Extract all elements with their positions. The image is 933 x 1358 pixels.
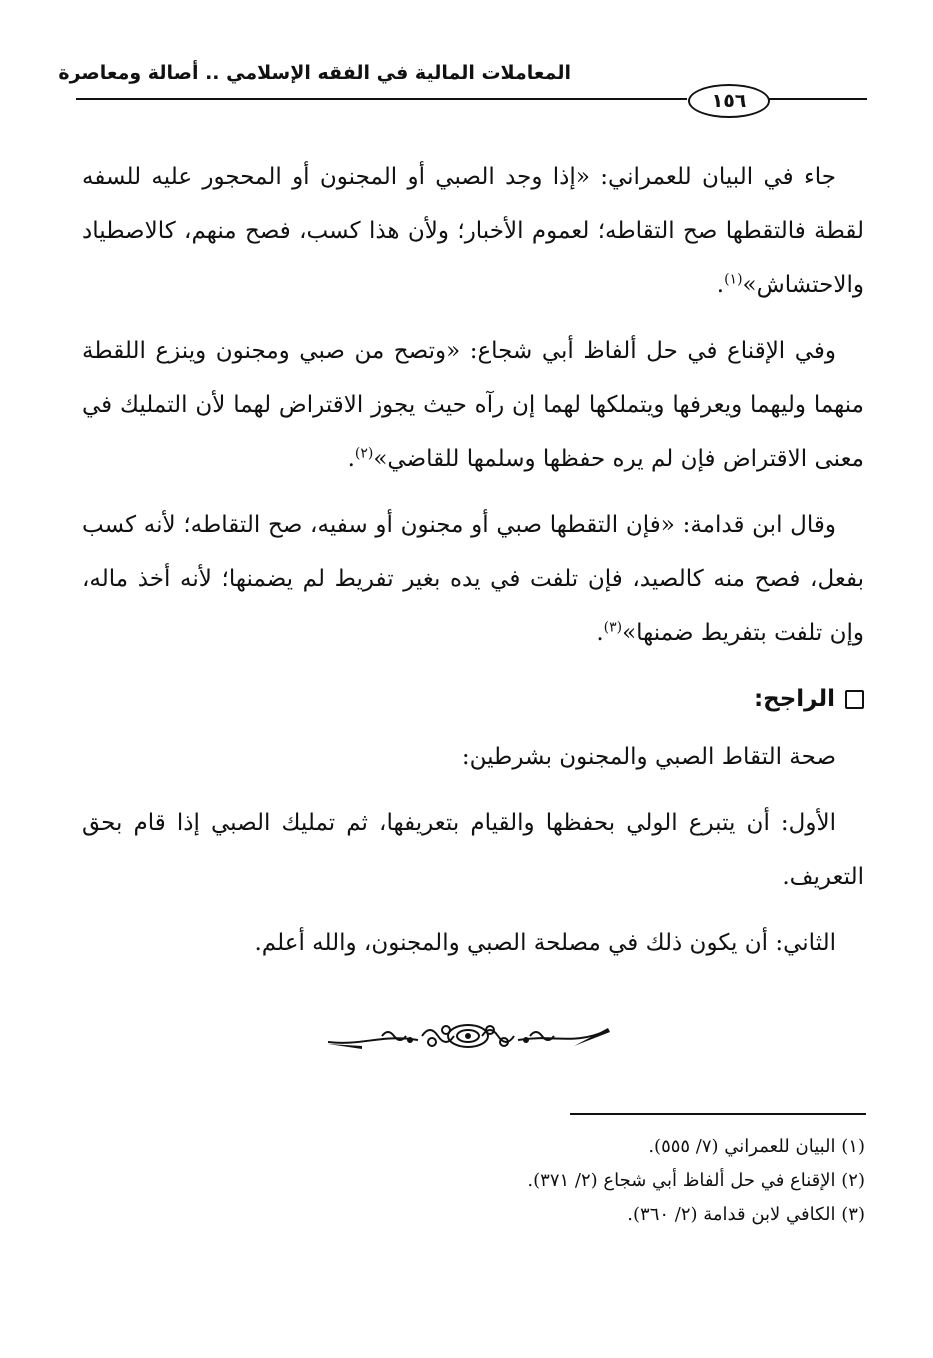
footnote-ref-1[interactable]: (١) xyxy=(724,271,743,288)
section-heading-label: الراجح: xyxy=(753,686,835,712)
paragraph-1-text: جاء في البيان للعمراني: «إذا وجد الصبي أو المجنون أو المحجور عليه للسفه لقطة فالتقطها صح التقاطه؛ لعموم الأخبار؛ ولأن هذا كسب، فصح منهم، كالاصطياد والاحتشاش» xyxy=(82,164,864,298)
paragraph-5: الأول: أن يتبرع الولي بحفظها والقيام بتعريفها، ثم تمليك الصبي إذا قام بحق التعريف. xyxy=(82,810,864,890)
ornament-divider-icon xyxy=(322,1016,614,1056)
footnotes xyxy=(265,1130,865,1232)
header-rule-left xyxy=(76,98,687,100)
page-number-badge xyxy=(688,84,770,118)
paragraph-3-text: وقال ابن قدامة: «فإن التقطها صبي أو مجنون أو سفيه، صح التقاطه؛ لأنه كسب بفعل، فصح منه كالصيد، فإن تلفت في يده بغير تفريط لم يضمنها؛ لأنه أخذ ماله، وإن تلفت بتفريط ضمنها» xyxy=(82,512,864,646)
header-rule-right xyxy=(767,98,867,100)
checkbox-square-icon xyxy=(845,690,864,709)
paragraph-2-end: . xyxy=(347,446,355,472)
paragraph-6: الثاني: أن يكون ذلك في مصلحة الصبي والمجنون، والله أعلم. xyxy=(254,930,836,956)
paragraph-4: صحة التقاط الصبي والمجنون بشرطين: xyxy=(461,744,836,770)
footnote-1: (١) البيان للعمراني (٧/ ٥٥٥). xyxy=(648,1136,865,1157)
section-heading xyxy=(82,672,864,726)
paragraph-1 xyxy=(82,150,864,312)
running-header-title: المعاملات المالية في الفقه الإسلامي .. أصالة ومعاصرة xyxy=(58,62,571,84)
footnote-separator xyxy=(570,1113,866,1115)
paragraph-3-end: . xyxy=(596,620,604,646)
paragraph-1-end: . xyxy=(716,272,725,298)
page-number: ١٥٦ xyxy=(711,90,747,112)
paragraph-2 xyxy=(82,324,864,486)
footnote-2: (٢) الإقناع في حل ألفاظ أبي شجاع (٢/ ٣٧١). xyxy=(527,1170,865,1191)
footnote-ref-3[interactable]: (٣) xyxy=(603,619,623,636)
footnote-3: (٣) الكافي لابن قدامة (٢/ ٣٦٠). xyxy=(627,1204,865,1225)
paragraph-3 xyxy=(82,498,864,660)
paragraph-2-text: وفي الإقناع في حل ألفاظ أبي شجاع: «وتصح من صبي ومجنون وينزع اللقطة منهما وليهما ويعرفها ويتملكها لهما إن رآه حيث يجوز الاقتراض لهما لأن التمليك في معنى الاقتراض فإن لم يره حفظها وسلمها للقاضي» xyxy=(82,338,864,472)
footnote-ref-2[interactable]: (٢) xyxy=(354,445,374,462)
main-text xyxy=(82,150,864,982)
